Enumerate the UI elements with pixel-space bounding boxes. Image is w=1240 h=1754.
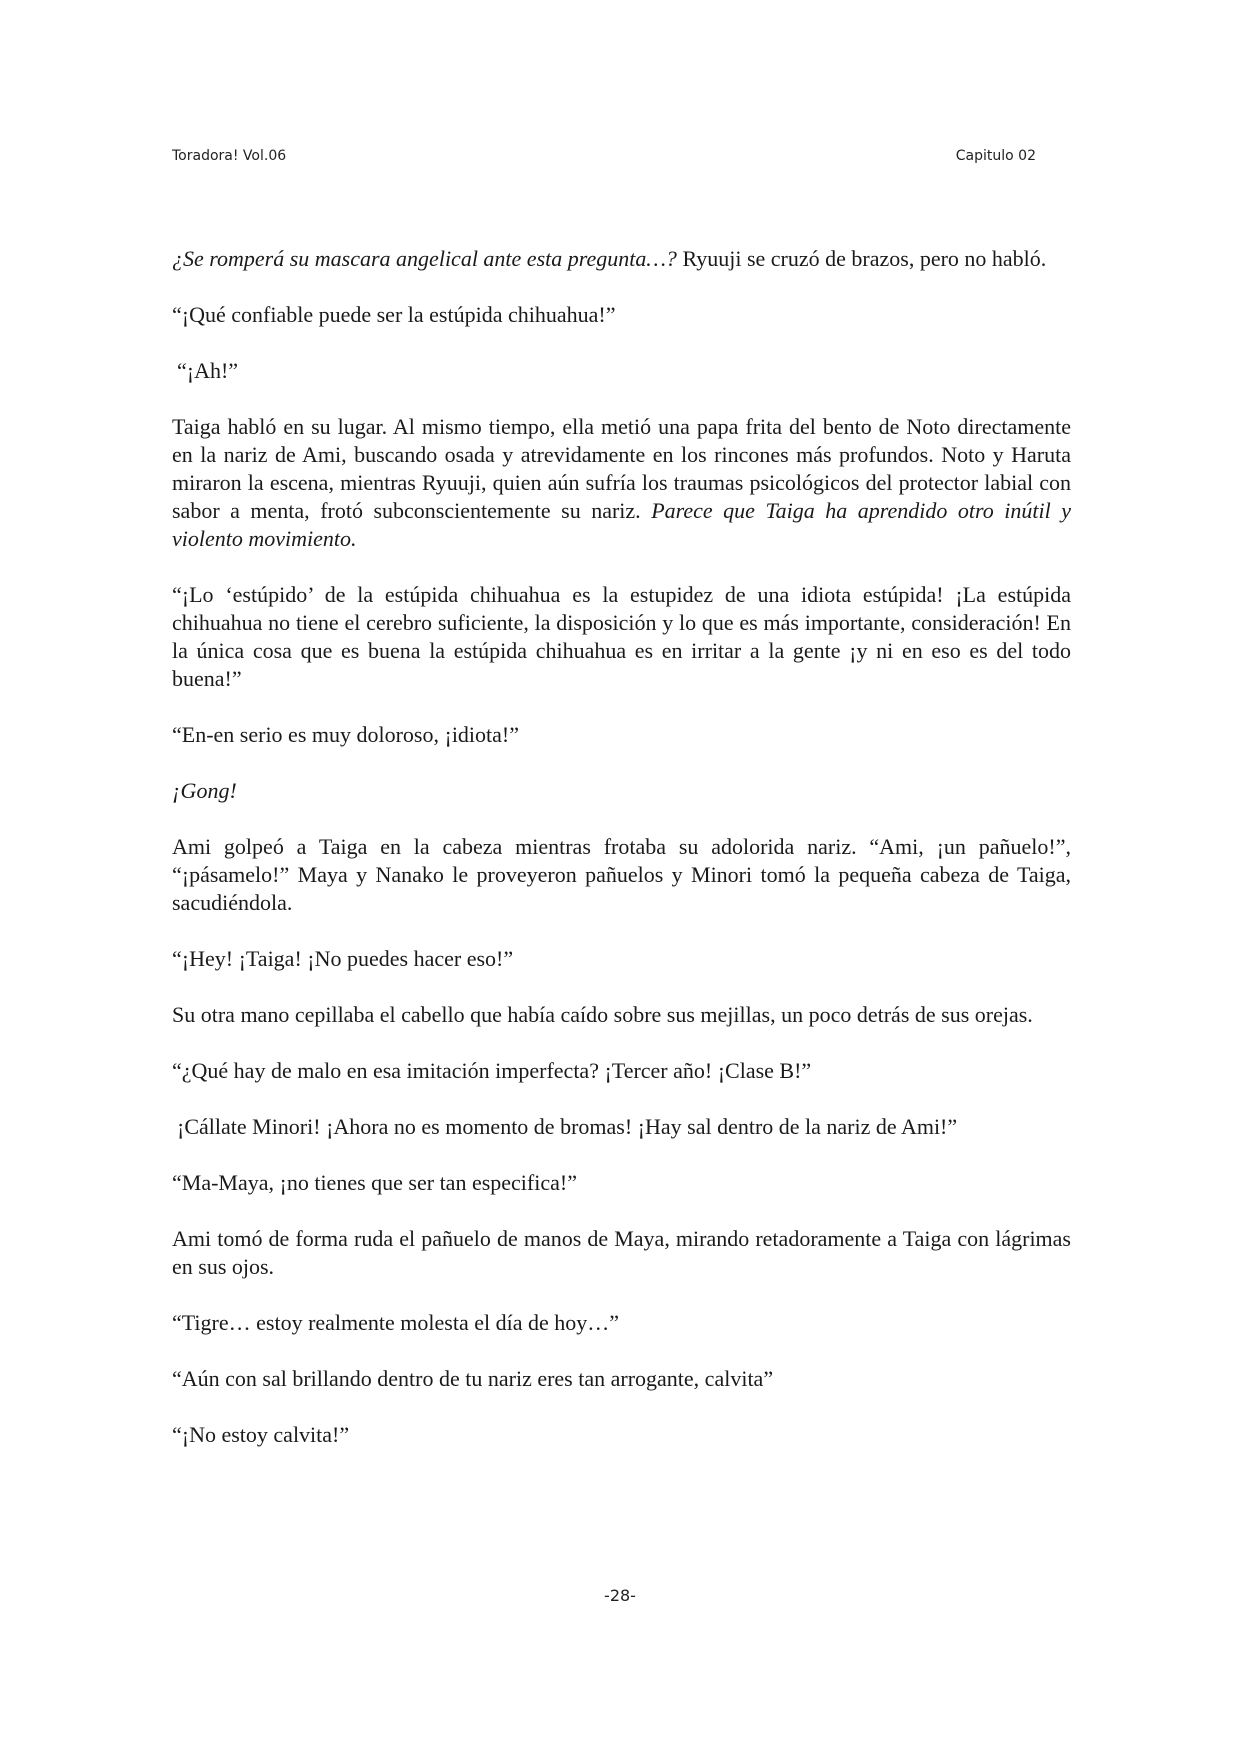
paragraph-italic: ¡Gong! (172, 778, 237, 803)
paragraph (172, 581, 1071, 693)
paragraph-text: Ryuuji se cruzó de brazos, pero no habló. (676, 246, 1047, 271)
paragraph (172, 413, 1071, 553)
paragraph-text: “¡Lo ‘estúpido’ de la estúpida chihuahua es la estupidez de una idiota estúpida! ¡La estúpida chihuahua no tiene el cerebro suficiente, la disposición y lo que es más importante, consideración! En la única cosa que es buena la estúpida chihuahua es en irritar a la gente ¡y ni en eso es del todo buena!” (172, 582, 1071, 691)
page-header (172, 148, 1036, 168)
paragraph-text: “Tigre… estoy realmente molesta el día de hoy…” (172, 1310, 620, 1335)
paragraph-text: Taiga habló en su lugar. Al mismo tiempo, ella metió una papa frita del bento de Noto directamente en la nariz de Ami, buscando osada y atrevidamente en los rincones más profundos. Noto y Haruta miraron la escena, mientras Ryuuji, quien aún sufría los traumas psicológicos del protector labial con sabor a menta, frotó subconscientemente su nariz. (172, 414, 1071, 523)
paragraph-italic: Parece que Taiga ha aprendido otro inútil y violento movimiento. (172, 498, 1072, 551)
paragraph (172, 1365, 1071, 1393)
paragraph (172, 1001, 1071, 1029)
paragraph (172, 1169, 1071, 1197)
paragraph (172, 833, 1071, 917)
paragraph (172, 301, 1071, 329)
paragraph-text: “¡Hey! ¡Taiga! ¡No puedes hacer eso!” (172, 946, 514, 971)
chapter-title: Capitulo 02 (955, 148, 1036, 164)
paragraph-text: “¡Ah!” (177, 358, 239, 383)
page-footer (0, 1586, 1240, 1605)
paragraph-italic: ¿Se romperá su mascara angelical ante esta pregunta…? (172, 246, 677, 271)
book-title: Toradora! Vol.06 (172, 148, 287, 164)
paragraph-text: “¡Qué confiable puede ser la estúpida chihuahua!” (172, 302, 616, 327)
paragraph (172, 1113, 1071, 1141)
paragraph-text: ¡Cállate Minori! ¡Ahora no es momento de bromas! ¡Hay sal dentro de la nariz de Ami!” (177, 1114, 958, 1139)
paragraph (172, 1309, 1071, 1337)
paragraph-text: Ami golpeó a Taiga en la cabeza mientras frotaba su adolorida nariz. “Ami, ¡un pañuelo!”, “¡pásamelo!” Maya y Nanako le proveyeron pañuelos y Minori tomó la pequeña cabeza de Taiga, sacudiéndola. (172, 834, 1071, 915)
paragraph (172, 777, 1071, 805)
page-number: -28- (604, 1586, 636, 1605)
paragraph-text: “¡No estoy calvita!” (172, 1422, 350, 1447)
paragraph (172, 1057, 1071, 1085)
page-body (172, 245, 1071, 1477)
paragraph-text: “¿Qué hay de malo en esa imitación imperfecta? ¡Tercer año! ¡Clase B!” (172, 1058, 812, 1083)
paragraph-text: Su otra mano cepillaba el cabello que había caído sobre sus mejillas, un poco detrás de sus orejas. (172, 1002, 1033, 1027)
paragraph (172, 245, 1071, 273)
paragraph-text: Ami tomó de forma ruda el pañuelo de manos de Maya, mirando retadoramente a Taiga con lágrimas en sus ojos. (172, 1226, 1071, 1279)
paragraph-text: “Ma-Maya, ¡no tienes que ser tan especifica!” (172, 1170, 577, 1195)
paragraph (172, 1225, 1071, 1281)
paragraph-text: “En-en serio es muy doloroso, ¡idiota!” (172, 722, 520, 747)
paragraph (172, 357, 1071, 385)
paragraph (172, 945, 1071, 973)
paragraph (172, 721, 1071, 749)
paragraph (172, 1421, 1071, 1449)
paragraph-text: “Aún con sal brillando dentro de tu nariz eres tan arrogante, calvita” (172, 1366, 774, 1391)
